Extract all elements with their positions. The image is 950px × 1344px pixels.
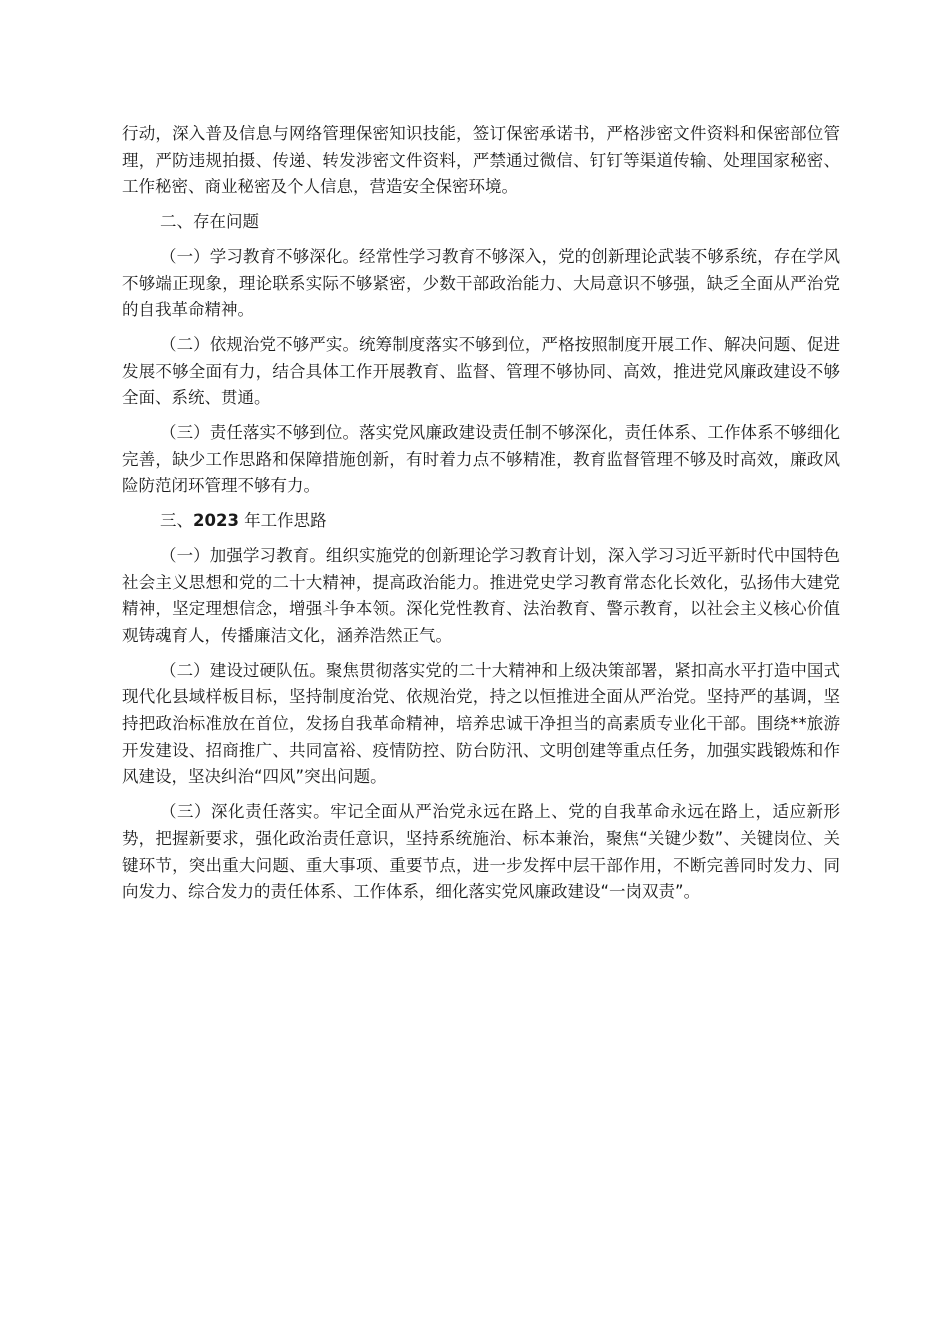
paragraph-plan-1: （一）加强学习教育。组织实施党的创新理论学习教育计划，深入学习习近平新时代中国特色社会主义思想和党的二十大精神，提高政治能力。推进党史学习教育常态化长效化，弘扬伟大建党精神，坚定理想信念，增强斗争本领。深化党性教育、法治教育、警示教育，以社会主义核心价值观铸魂育人，传播廉洁文化，涵养浩然正气。 <box>122 545 840 645</box>
paragraph-plan-3: （三）深化责任落实。牢记全面从严治党永远在路上、党的自我革命永远在路上，适应新形势，把握新要求，强化政治责任意识，坚持系统施治、标本兼治，聚焦“关键少数”、关键岗位、关键环节，突出重大问题、重大事项、重要节点，进一步发挥中层干部作用，不断完善同时发力、同向发力、综合发力的责任体系、工作体系，细化落实党风廉政建设“一岗双责”。 <box>122 802 840 902</box>
document-page <box>122 121 840 914</box>
paragraph-problem-2: （二）依规治党不够严实。统筹制度落实不够到位，严格按照制度开展工作、解决问题、促进发展不够全面有力，结合具体工作开展教育、监督、管理不够协同、高效，推进党风廉政建设不够全面、系统、贯通。 <box>122 334 840 408</box>
paragraph-confidentiality: 行动，深入普及信息与网络管理保密知识技能，签订保密承诺书，严格涉密文件资料和保密部位管理，严防违规拍摄、传递、转发涉密文件资料，严禁通过微信、钉钉等渠道传输、处理国家秘密、工作秘密、商业秘密及个人信息，营造安全保密环境。 <box>122 124 840 197</box>
heading-year: 2023 <box>193 511 239 531</box>
heading-prefix: 三、 <box>160 511 193 531</box>
heading-suffix: 年工作思路 <box>238 511 327 531</box>
paragraph-plan-2: （二）建设过硬队伍。聚焦贯彻落实党的二十大精神和上级决策部署，紧扣高水平打造中国式现代化县域样板目标，坚持制度治党、依规治党，持之以恒推进全面从严治党。坚持严的基调，坚持把政治标准放在首位，发扬自我革命精神，培养忠诚干净担当的高素质专业化干部。围绕**旅游开发建设、招商推广、共同富裕、疫情防控、防台防汛、文明创建等重点任务，加强实践锻炼和作风建设，坚决纠治“四风”突出问题。 <box>122 660 840 787</box>
section-heading-problems: 二、存在问题 <box>160 212 259 232</box>
paragraph-problem-1: （一）学习教育不够深化。经常性学习教育不够深入，党的创新理论武装不够系统，存在学风不够端正现象，理论联系实际不够紧密，少数干部政治能力、大局意识不够强，缺乏全面从严治党的自我革命精神。 <box>122 246 840 320</box>
section-heading-plan <box>122 508 840 535</box>
paragraph-problem-3: （三）责任落实不够到位。落实党风廉政建设责任制不够深化，责任体系、工作体系不够细化完善，缺少工作思路和保障措施创新，有时着力点不够精准，教育监督管理不够及时高效，廉政风险防范闭环管理不够有力。 <box>122 423 840 496</box>
